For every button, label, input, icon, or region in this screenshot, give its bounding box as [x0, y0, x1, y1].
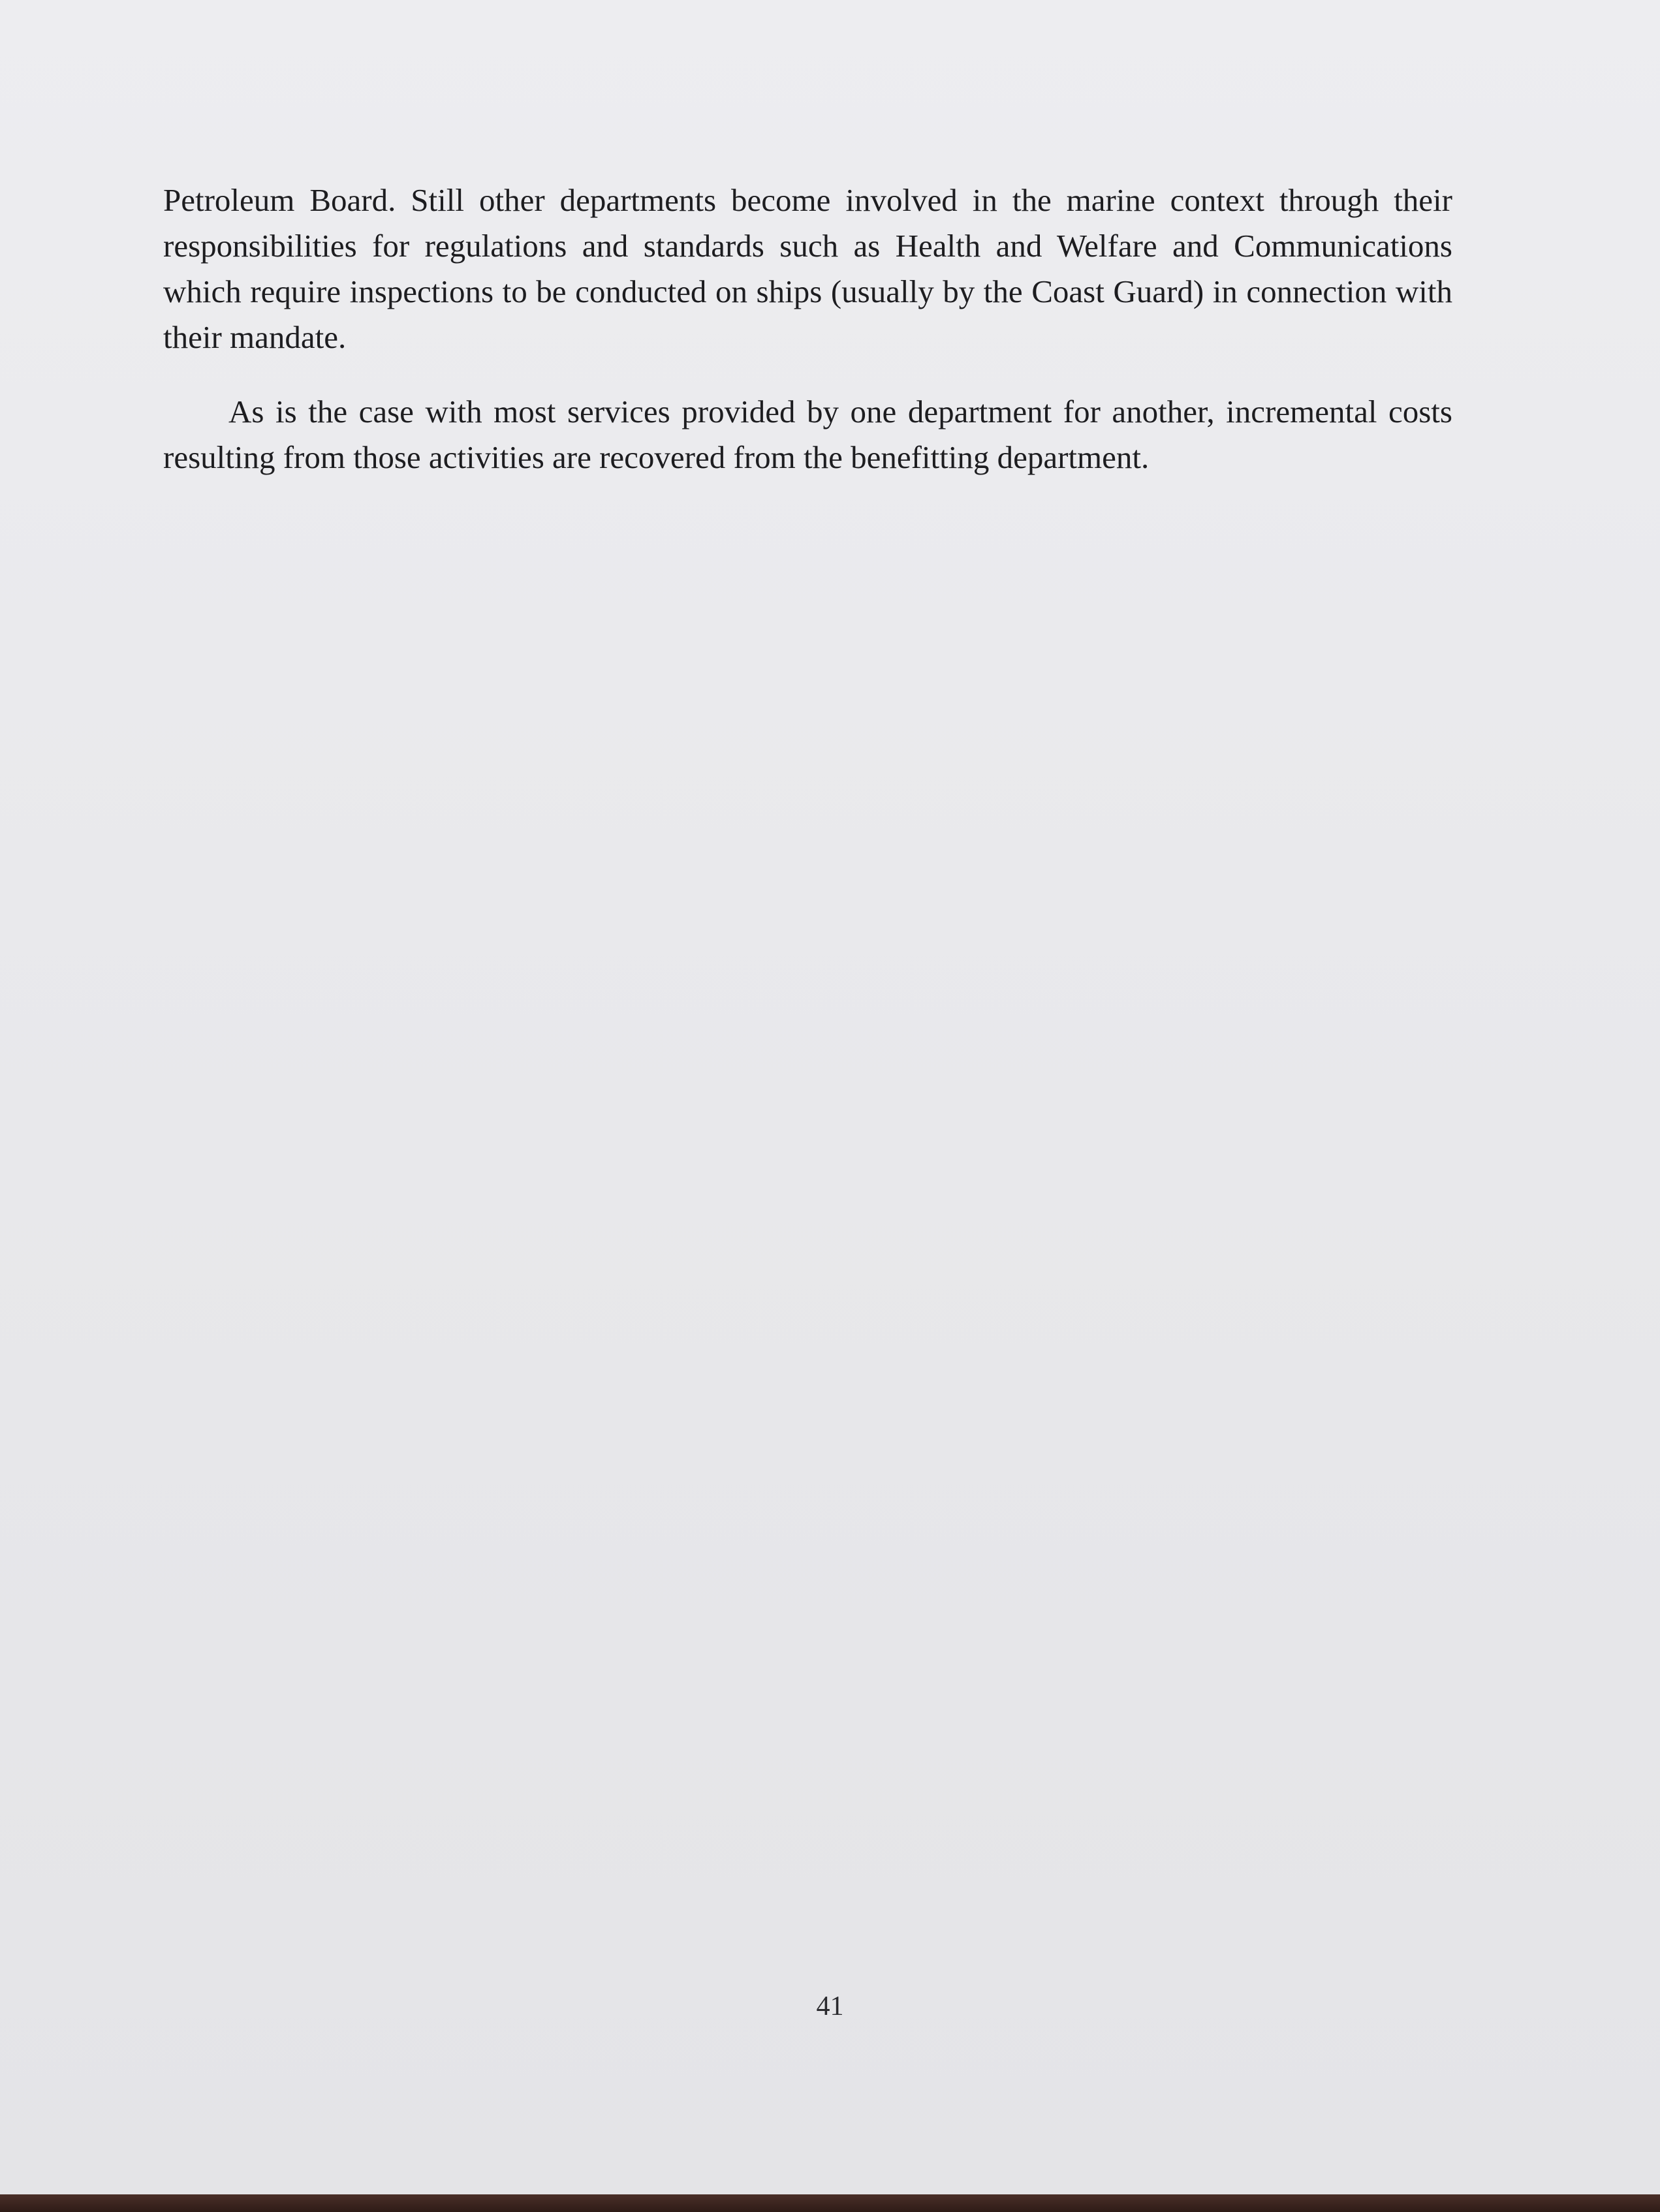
- page-number: 41: [816, 1991, 844, 2021]
- scan-bottom-edge: [0, 2194, 1660, 2212]
- body-paragraph-1: Petroleum Board. Still other departments become involved in the marine context through their responsibilities for regulations and standards such as Health and Welfare and Communications which require inspections to be conducted on ships (usually by the Coast Guard) in connection with their mandate.: [163, 182, 1452, 355]
- body-paragraph-2: As is the case with most services provided by one department for another, incremental costs resulting from those activities are recovered from the benefitting department.: [163, 394, 1452, 475]
